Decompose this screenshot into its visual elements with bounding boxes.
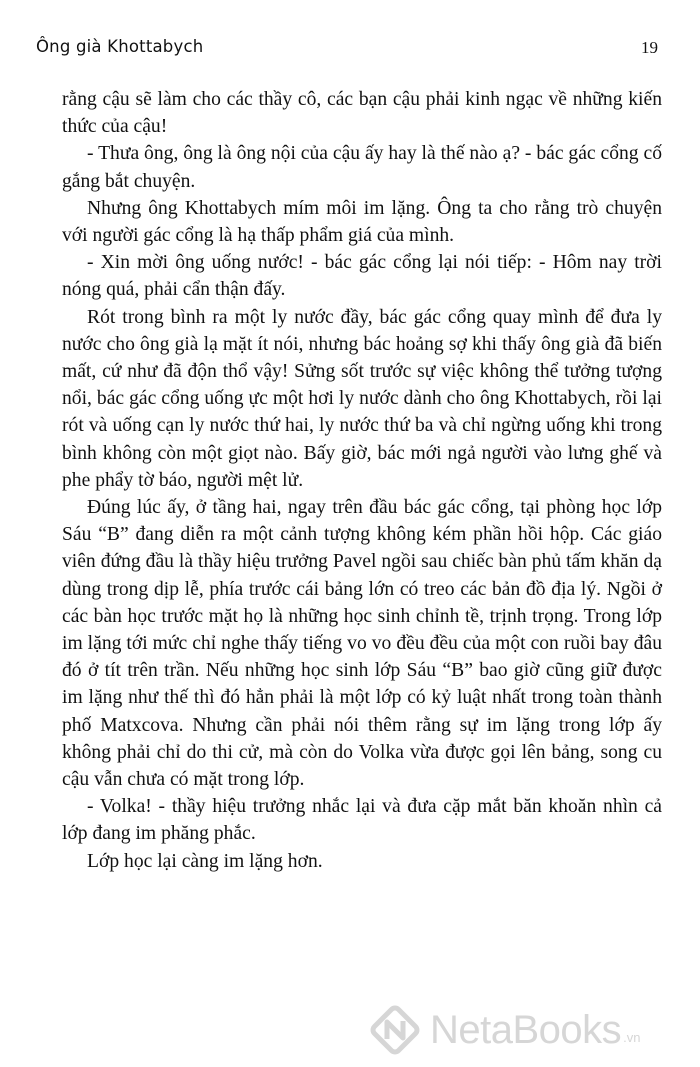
watermark-suffix: .vn — [623, 1029, 641, 1045]
page-number: 19 — [641, 38, 658, 57]
paragraph-2: - Thưa ông, ông là ông nội của cậu ấy hay là thế nào ạ? - bác gác cổng cố gắng bắt chuyện. — [62, 143, 662, 192]
paragraph-4: - Xin mời ông uống nước! - bác gác cổng lại nói tiếp: - Hôm nay trời nóng quá, phải cẩn thận đấy. — [62, 252, 662, 301]
paragraph-1: rằng cậu sẽ làm cho các thầy cô, các bạn cậu phải kinh ngạc về những kiến thức của cậu! — [62, 89, 662, 138]
running-title: Ông già Khottabych — [36, 37, 204, 56]
netabooks-watermark — [366, 1001, 641, 1059]
netabooks-logo-icon — [366, 1001, 424, 1059]
paragraph-7: - Volka! - thầy hiệu trưởng nhắc lại và đưa cặp mắt băn khoăn nhìn cả lớp đang im phăng phắc. — [62, 796, 662, 845]
paragraph-5: Rót trong bình ra một ly nước đầy, bác gác cổng quay mình để đưa ly nước cho ông già lạ mặt ít nói, nhưng bác hoảng sợ khi thấy ông già đã biến mất, cứ như đã độn thổ vậy! Sửng sốt trước sự việc không thể tưởng tượng nổi, bác gác cổng uống ực một hơi ly nước dành cho ông Khottabych, rồi lại rót và uống cạn ly nước thứ hai, ly nước thứ ba và chỉ ngừng uống khi trong bình không còn một giọt nào. Bấy giờ, bác mới ngả người vào lưng ghế và phe phẩy tờ báo, người mệt lử. — [62, 306, 662, 491]
paragraph-3: Nhưng ông Khottabych mím môi im lặng. Ông ta cho rằng trò chuyện với người gác cổng là hạ thấp phẩm giá của mình. — [62, 197, 662, 247]
watermark-text: NetaBooks — [430, 1007, 622, 1052]
paragraph-8: Lớp học lại càng im lặng hơn. — [87, 850, 323, 872]
paragraph-6: Đúng lúc ấy, ở tầng hai, ngay trên đầu bác gác cổng, tại phòng học lớp Sáu “B” đang diễn ra một cảnh tượng không kém phần hồi hộp. Các giáo viên đứng đầu là thầy hiệu trưởng Pavel ngồi sau chiếc bàn phủ tấm khăn dạ dùng trong dịp lễ, phía trước cái bảng lớn có treo các bản đồ địa lý. Ngồi ở các bàn học trước mặt họ là những học sinh chỉnh tề, trịnh trọng. Trong lớp im lặng tới mức chỉ nghe thấy tiếng vo vo đều đều của một con ruồi bay đâu đó ở tít trên trần. Nếu những học sinh lớp Sáu “B” bao giờ cũng giữ được im lặng như thế thì đó hẳn phải là một lớp có kỷ luật nhất trong toàn thành phố Matxcova. Nhưng cần phải nói thêm rằng sự im lặng trong lớp ấy không phải chỉ do thi cử, mà còn do Volka vừa được gọi lên bảng, song cu cậu vẫn chưa có mặt trong lớp. — [62, 497, 662, 791]
body-text — [62, 86, 662, 875]
